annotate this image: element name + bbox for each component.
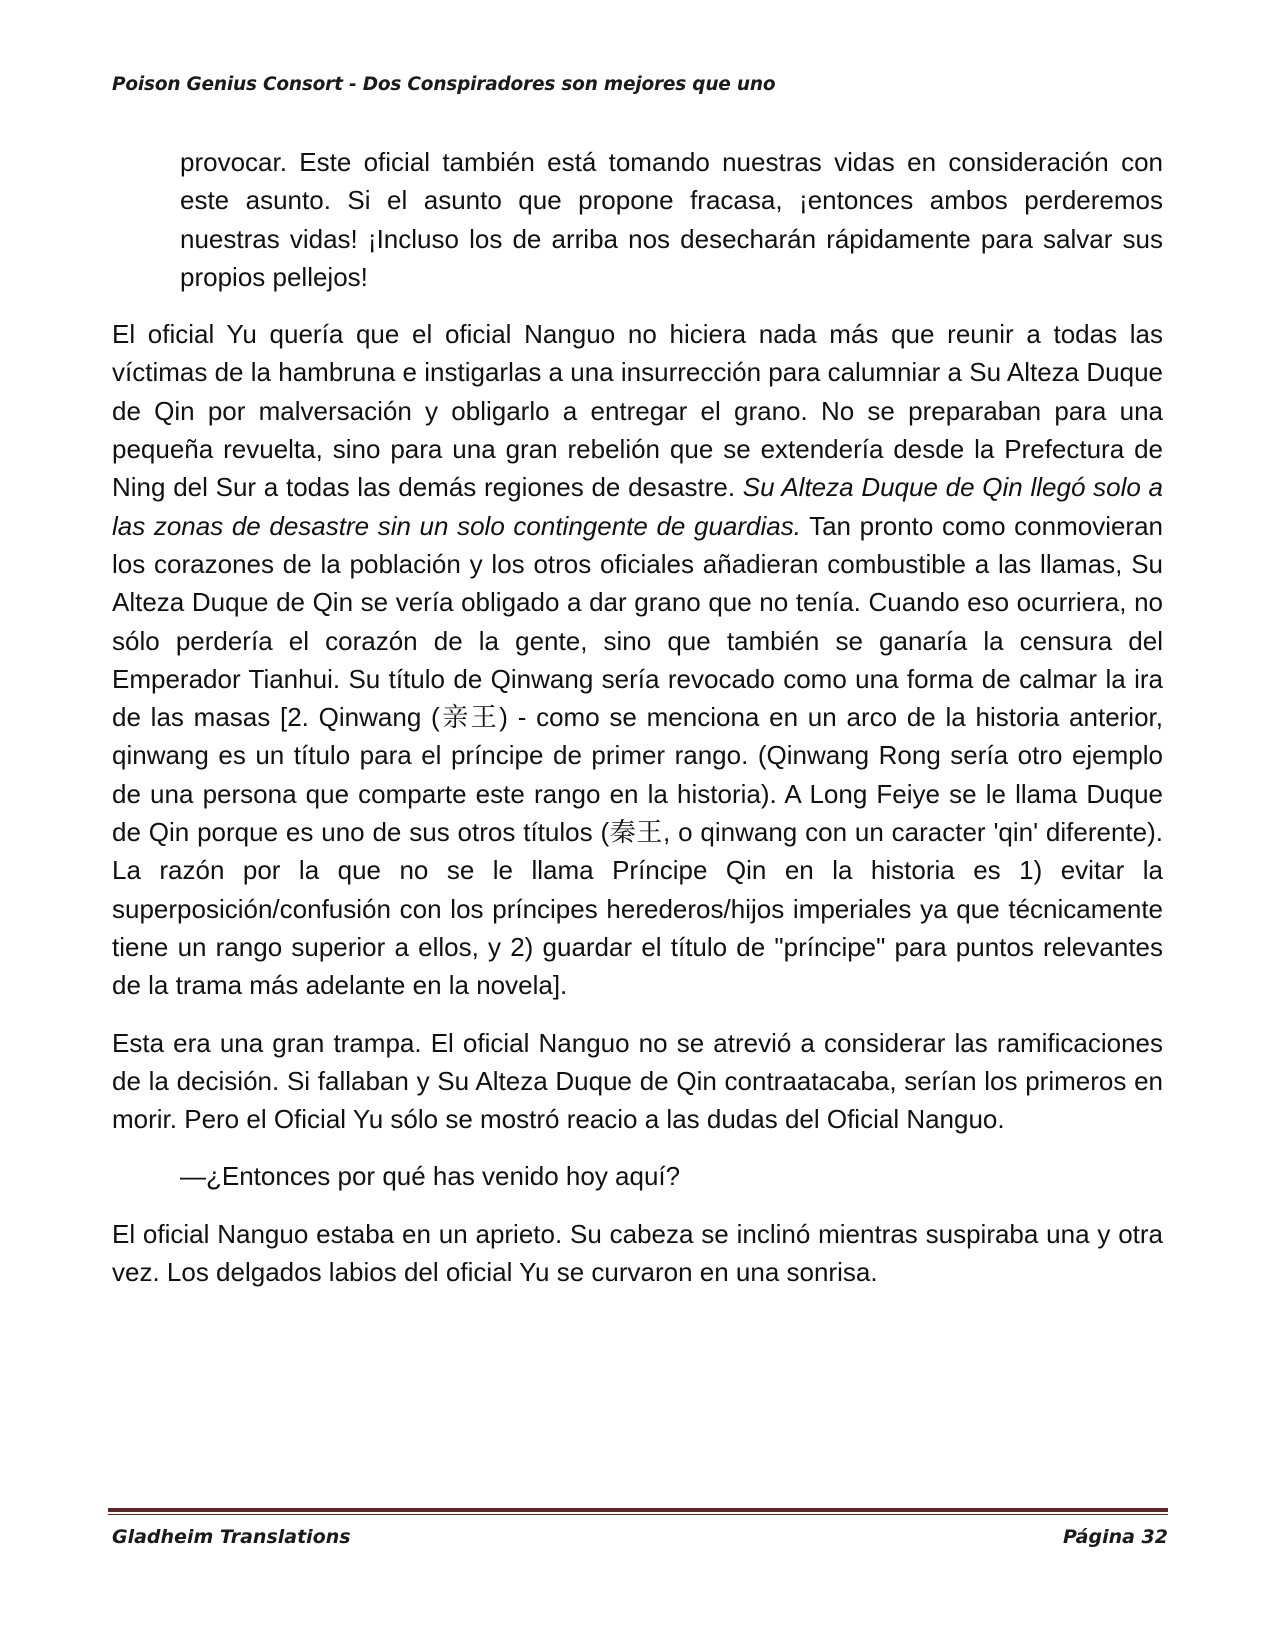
dialogue-line: —¿Entonces por qué has venido hoy aquí? bbox=[180, 1161, 681, 1192]
footer-publisher: Gladheim Translations bbox=[112, 1526, 351, 1548]
paragraph-closing: El oficial Nanguo estaba en un aprieto. Su cabeza se inclinó mientras suspiraba una y otra vez. Los delgados labios del oficial Yu se curvaron en una sonrisa. bbox=[112, 1218, 1163, 1288]
paragraph-trap: Esta era una gran trampa. El oficial Nanguo no se atrevió a considerar las ramificaciones de la decisión. Si fallaban y Su Alteza Duque de Qin contraatacaba, serían los primeros en morir. Pero el Oficial Yu sólo se mostró reacio a las dudas del Oficial Nanguo. bbox=[112, 1027, 1163, 1135]
paragraph-text-continued: Tan pronto como conmovieran los corazones de la población y los otros oficiales añadieran combustible a las llamas, Su Alteza Duque de Qin se vería obligado a dar grano que no tenía. Cuando eso ocurriera, no sólo perdería el corazón de la gente, sino que también se ganaría la censura del Emperador Tianhui. Su título de Qinwang sería revocado como una forma de calmar la ira de las masas [2. Qinwang (亲王) - como se menciona en un arco de la historia anterior, qinwang es un título para el príncipe de primer rango. (Qinwang Rong sería otro ejemplo de una persona que comparte este rango en la historia). A Long Feiye se le llama Duque de Qin porque es uno de sus otros títulos (秦王, o qinwang con un caracter 'qin' diferente). La razón por la que no se le llama Príncipe Qin en la historia es 1) evitar la superposición/confusión con los príncipes herederos/hijos imperiales ya que técnicamente tiene un rango superior a ellos, y 2) guardar el título de "príncipe" para puntos relevantes de la trama más adelante en la novela]. bbox=[112, 510, 1164, 1001]
page-number: Página 32 bbox=[1062, 1526, 1168, 1548]
running-header: Poison Genius Consort - Dos Conspiradores son mejores que uno bbox=[112, 74, 776, 95]
body-text bbox=[112, 143, 1163, 1310]
paragraph-plot bbox=[112, 315, 1163, 1004]
italic-emphasis: Su Alteza Duque de Qin llegó solo a las zonas de desastre sin un solo contingente de guardias. bbox=[112, 472, 1164, 541]
paragraph-quote-continuation: provocar. Este oficial también está tomando nuestras vidas en consideración con este asunto. Si el asunto que propone fracasa, ¡entonces ambos perderemos nuestras vidas! ¡Incluso los de arriba nos desecharán rápidamente para salvar sus propios pellejos! bbox=[180, 147, 1163, 292]
paragraph-text: El oficial Yu quería que el oficial Nanguo no hiciera nada más que reunir a todas las víctimas de la hambruna e instigarlas a una insurrección para calumniar a Su Alteza Duque de Qin por malversación y obligarlo a entregar el grano. No se preparaban para una pequeña revuelta, sino para una gran rebelión que se extendería desde la Prefectura de Ning del Sur a todas las demás regiones de desastre. bbox=[112, 319, 1163, 503]
footer-divider bbox=[108, 1508, 1168, 1512]
footer-divider-thin bbox=[108, 1514, 1168, 1515]
